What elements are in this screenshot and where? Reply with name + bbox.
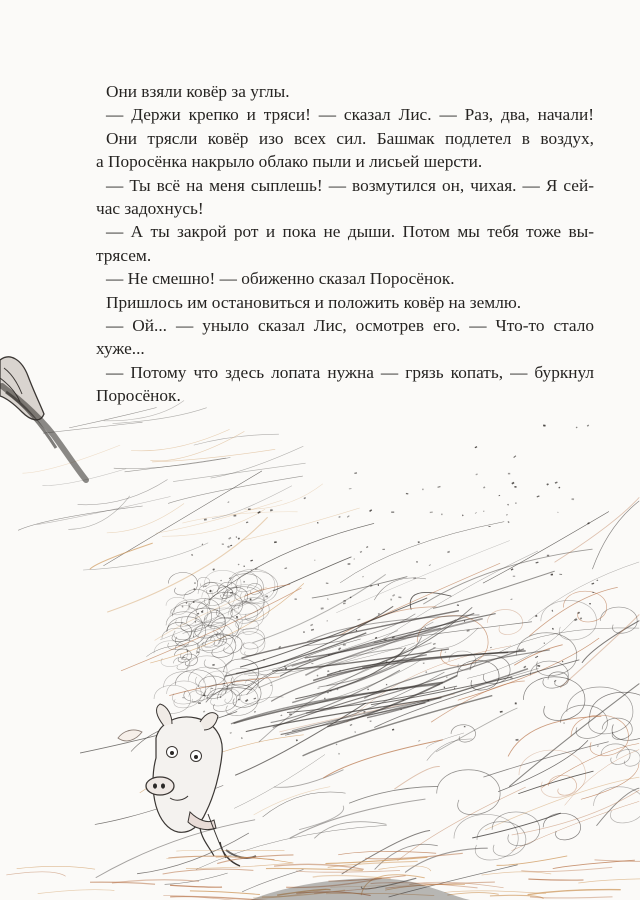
story-line: — Ой... — уныло сказал Лис, осмотрев его. — Что-то стало xyxy=(106,316,594,336)
story-line: хуже... xyxy=(96,339,145,359)
flying-shoe xyxy=(0,357,86,480)
story-line: — Ты всё на меня сыплешь! — возмутился он, чихая. — Я сей- xyxy=(106,175,594,195)
story-line: Они взяли ковёр за углы. xyxy=(106,82,290,101)
piglet-figure xyxy=(118,704,256,866)
ground-dust xyxy=(6,850,640,900)
story-line: — А ты закрой рот и пока не дыши. Потом мы тебя тоже вы- xyxy=(106,222,594,242)
story-line: трясем. xyxy=(96,245,152,265)
story-text xyxy=(96,80,594,408)
dust-cloud xyxy=(154,569,579,756)
story-line: Они трясли ковёр изо всех сил. Башмак подлетел в воздух, xyxy=(106,128,594,148)
story-line: — Потому что здесь лопата нужна — грязь копать, — буркнул xyxy=(106,362,594,382)
story-line: — Не смешно! — обиженно сказал Поросёнок. xyxy=(106,269,455,289)
story-line: а Поросёнка накрыло облако пыли и лисьей шерсти. xyxy=(96,152,483,172)
story-line: Поросёнок. xyxy=(96,386,181,406)
dust-specks xyxy=(182,425,599,755)
dust-scribbles xyxy=(18,401,640,897)
story-line: — Держи крепко и тряси! — сказал Лис. — Раз, два, начали! xyxy=(106,105,594,125)
story-line: Пришлось им остановиться и положить ковёр на землю. xyxy=(106,292,522,312)
story-line: час задохнусь! xyxy=(96,199,204,219)
